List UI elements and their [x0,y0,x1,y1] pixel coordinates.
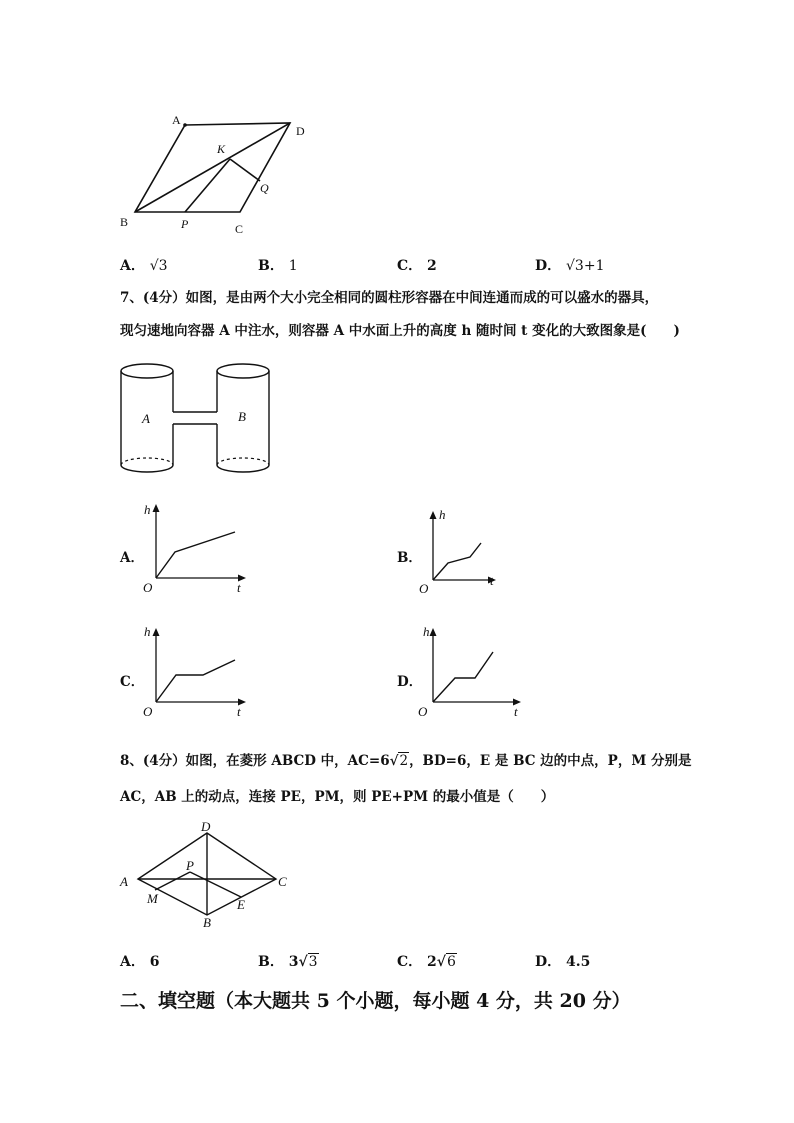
q6-option-d-label: D． [535,258,562,274]
q6-label-C: C [235,222,244,236]
q8-option-b[interactable] [258,951,319,971]
q7-c-axis-h: h [144,624,151,639]
q8-option-a-label: A． [120,954,145,970]
q7-option-a-graph[interactable] [140,498,255,598]
q8-option-d-value: 4.5 [566,954,591,970]
q6-option-a[interactable] [120,255,168,275]
q8-stem-line1-b: ，BD=6，E 是 BC 边的中点，P，M 分别是 [409,753,692,769]
q8-label-A: A [120,874,128,889]
q7-a-axis-t: t [237,580,241,595]
q8-option-a[interactable] [120,951,160,971]
q6-label-D: D [296,124,305,138]
q6-option-b-label: B． [258,258,284,274]
q6-parallelogram-svg [110,108,320,238]
q8-option-d-label: D． [535,954,562,970]
q6-option-c[interactable] [397,255,437,275]
q7-c-axis-t: t [237,704,241,719]
q7-option-d-graph[interactable] [415,622,530,722]
q8-stem-line1 [120,753,691,769]
q6-option-b[interactable] [258,255,298,275]
q6-label-K: K [217,142,226,156]
q8-rhombus-svg [110,815,300,933]
q7-d-axis-t: t [514,704,518,719]
q7-option-c-graph[interactable] [140,622,255,722]
q8-option-a-value: 6 [149,954,160,970]
q7-b-axis-t: t [490,573,494,588]
q8-option-c-label: C． [397,954,423,970]
q7-stem-line1: 7、(4分）如图，是由两个大小完全相同的圆柱形容器在中间连通而成的可以盛水的器具， [120,290,659,306]
q8-option-d[interactable] [535,951,590,971]
q8-stem-line2: AC，AB 上的动点，连接 PE，PM，则 PE+PM 的最小值是（ ） [120,789,555,805]
q8-label-M: M [147,891,158,906]
q8-label-B: B [203,915,211,930]
q6-label-Q: Q [260,181,269,195]
q7-option-b-graph[interactable] [415,505,505,600]
q6-figure [110,108,320,238]
q7-stem-line2: 现匀速地向容器 A 中注水，则容器 A 中水面上升的高度 h 随时间 t 变化的大致图象是( ) [120,323,680,339]
q7-option-a-label[interactable]: A． [120,550,144,566]
q8-stem-line1-a: 8、(4分）如图，在菱形 ABCD 中，AC=6 [120,753,390,769]
q6-option-d[interactable] [535,255,604,275]
q7-a-origin: O [143,580,153,595]
q8-label-E: E [237,897,245,912]
q6-option-b-value: 1 [288,258,298,274]
q8-option-c-radical: √6 [436,954,456,970]
q8-label-C: C [278,874,287,889]
q7-d-axis-h: h [423,624,430,639]
q6-option-d-value: √3+1 [566,258,605,274]
q8-option-c[interactable] [397,951,457,971]
q6-label-A: A [172,113,181,127]
section-2-heading: 二、填空题（本大题共 5 个小题，每小题 4 分，共 20 分） [120,990,631,1012]
q7-b-origin: O [419,581,429,596]
q6-option-a-label: A． [120,258,145,274]
q7-option-d-label[interactable]: D． [397,674,423,690]
q8-label-D: D [201,819,211,834]
q7-option-b-label[interactable]: B． [397,550,422,566]
q8-stem-radical: √2 [389,753,409,769]
q7-c-origin: O [143,704,153,719]
q8-label-P: P [186,858,194,873]
q7-container-figure [110,355,280,480]
q7-container-label-a: A [142,411,150,426]
q7-container-svg [110,355,280,480]
q6-option-c-label: C． [397,258,423,274]
q6-label-B: B [120,215,129,229]
q6-option-a-value: √3 [149,258,168,274]
q7-b-axis-h: h [439,507,446,522]
q8-option-b-radical: √3 [298,954,318,970]
q8-option-b-label: B． [258,954,284,970]
q8-option-b-coef: 3 [288,954,299,970]
q7-d-origin: O [418,704,428,719]
q6-option-c-value: 2 [427,258,437,274]
q7-option-c-label[interactable]: C． [120,674,145,690]
q6-label-P: P [181,217,189,231]
q7-a-axis-h: h [144,502,151,517]
q8-figure [110,815,300,933]
q8-option-c-coef: 2 [427,954,437,970]
q7-container-label-b: B [238,409,246,424]
